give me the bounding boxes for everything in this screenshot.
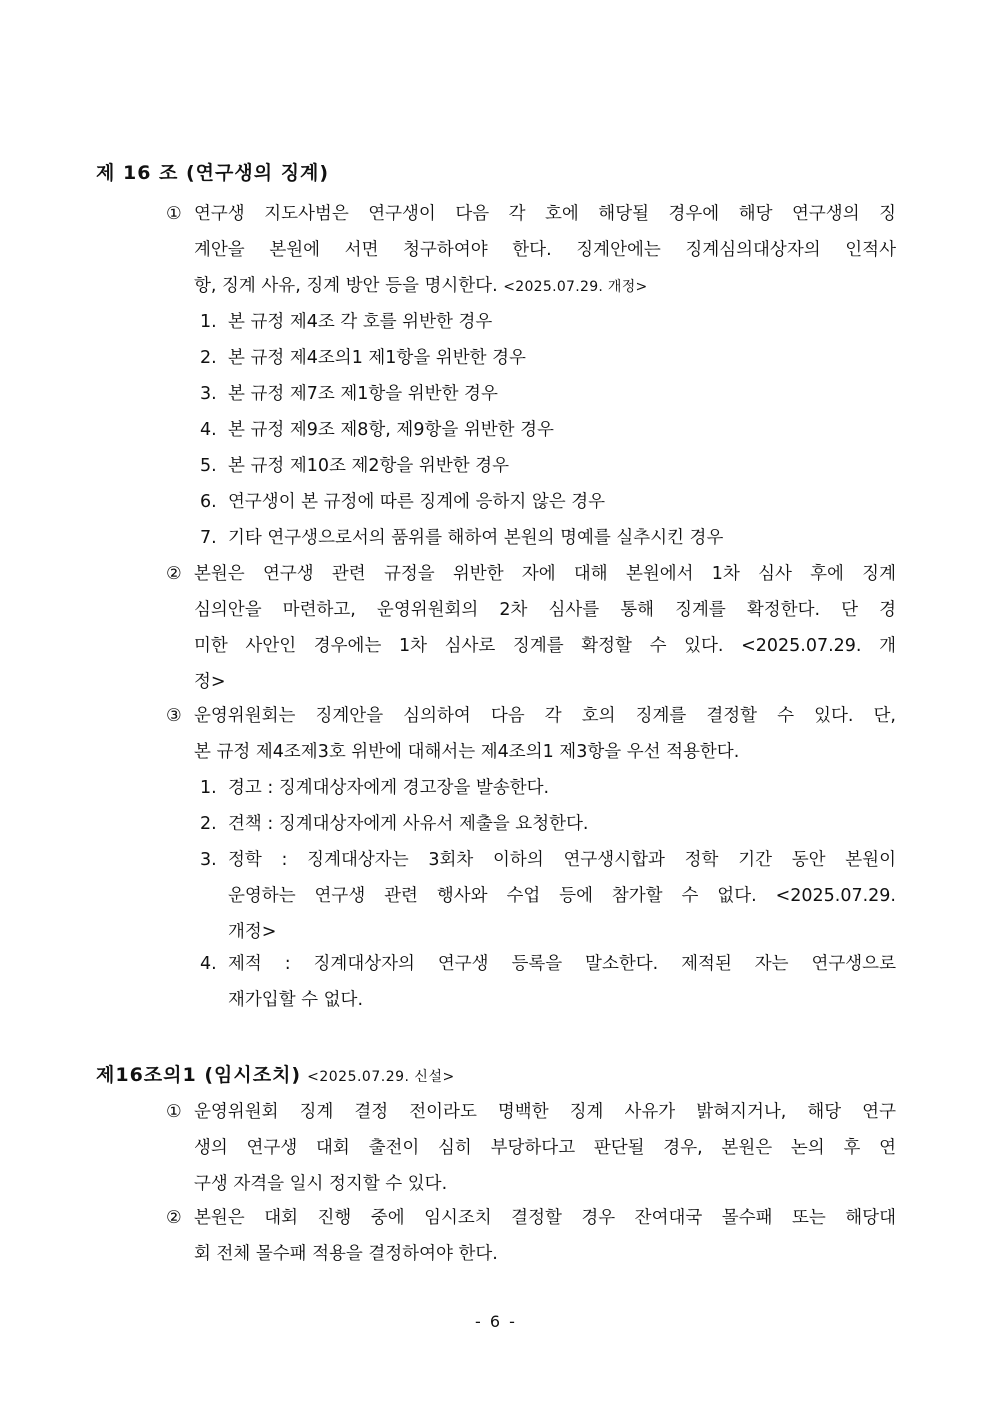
item-text: 경고 : 징계대상자에게 경고장을 발송한다. xyxy=(228,778,550,798)
paragraph-line: 미한 사안인 경우에는 1차 심사로 징계를 확정할 수 있다. <2025.07.29. 개 xyxy=(194,636,896,656)
list-item xyxy=(200,806,896,842)
paragraph-text: 운영위원회 징계 결정 전이라도 명백한 징계 사유가 밝혀지거나, 해당 연구 xyxy=(194,1102,896,1122)
list-item xyxy=(200,520,896,556)
item-text: 견책 : 징계대상자에게 사유서 제출을 요청한다. xyxy=(228,814,589,834)
paragraph-number: ② xyxy=(166,1208,182,1228)
list-item xyxy=(200,376,896,412)
list-item xyxy=(200,770,896,806)
item-number: 3. xyxy=(200,384,217,404)
article-16-1-heading xyxy=(96,1060,455,1087)
paragraph-line xyxy=(166,268,896,304)
paragraph-number: ① xyxy=(166,204,182,224)
item-number: 7. xyxy=(200,528,217,548)
paragraph-line: 심의안을 마련하고, 운영위원회의 2차 심사를 통해 징계를 확정한다. 단 경 xyxy=(194,600,896,620)
heading-text: 제16조의1 (임시조치) xyxy=(96,1064,302,1086)
item-line xyxy=(200,946,896,982)
item-number: 5. xyxy=(200,456,217,476)
paragraph-line xyxy=(166,196,896,232)
item-text: 본 규정 제10조 제2항을 위반한 경우 xyxy=(228,456,509,476)
item-text: 본 규정 제9조 제8항, 제9항을 위반한 경우 xyxy=(228,420,554,440)
paragraph-number: ① xyxy=(166,1102,182,1122)
article-16-paragraph-3 xyxy=(166,698,896,770)
item-text: 본 규정 제4조의1 제1항을 위반한 경우 xyxy=(228,348,526,368)
page-number: - 6 - xyxy=(475,1312,517,1331)
enactment-note: <2025.07.29. 신설> xyxy=(307,1069,455,1085)
list-item xyxy=(200,946,896,1018)
item-number: 3. xyxy=(200,850,217,870)
item-number: 1. xyxy=(200,312,217,332)
list-item xyxy=(200,448,896,484)
item-number: 1. xyxy=(200,778,217,798)
paragraph-line: 생의 연구생 대회 출전이 심히 부당하다고 판단될 경우, 본원은 논의 후 연 xyxy=(194,1138,896,1158)
item-number: 4. xyxy=(200,954,217,974)
item-number: 6. xyxy=(200,492,217,512)
paragraph-number: ③ xyxy=(166,706,182,726)
item-line xyxy=(200,842,896,878)
item-text: 연구생이 본 규정에 따른 징계에 응하지 않은 경우 xyxy=(228,492,606,512)
paragraph-line xyxy=(166,1094,896,1130)
paragraph-line xyxy=(166,698,896,734)
paragraph-line: 회 전체 몰수패 적용을 결정하여야 한다. xyxy=(194,1244,498,1264)
item-text: 정학 : 징계대상자는 3회차 이하의 연구생시합과 정학 기간 동안 본원이 xyxy=(228,850,896,870)
paragraph-line: 계안을 본원에 서면 청구하여야 한다. 징계안에는 징계심의대상자의 인적사 xyxy=(194,240,896,260)
paragraph-number: ② xyxy=(166,564,182,584)
item-text: 기타 연구생으로서의 품위를 해하여 본원의 명예를 실추시킨 경우 xyxy=(228,528,724,548)
article-16-paragraph-2 xyxy=(166,556,896,700)
paragraph-line: 정> xyxy=(194,672,226,692)
item-number: 2. xyxy=(200,814,217,834)
item-line: 운영하는 연구생 관련 행사와 수업 등에 참가할 수 없다. <2025.07.29. xyxy=(228,886,896,906)
list-item xyxy=(200,340,896,376)
paragraph-text: 본원은 대회 진행 중에 임시조치 결정할 경우 잔여대국 몰수패 또는 해당대 xyxy=(194,1208,896,1228)
list-item xyxy=(200,304,896,340)
item-number: 2. xyxy=(200,348,217,368)
list-item xyxy=(200,842,896,950)
item-text: 본 규정 제7조 제1항을 위반한 경우 xyxy=(228,384,498,404)
paragraph-line xyxy=(166,556,896,592)
list-item xyxy=(200,484,896,520)
article-16-heading: 제 16 조 (연구생의 징계) xyxy=(96,162,330,184)
list-item xyxy=(200,412,896,448)
paragraph-text: 항, 징계 사유, 징계 방안 등을 명시한다. xyxy=(194,276,498,296)
item-line: 재가입할 수 없다. xyxy=(228,990,364,1010)
item-number: 4. xyxy=(200,420,217,440)
paragraph-text: 운영위원회는 징계안을 심의하여 다음 각 호의 징계를 결정할 수 있다. 단, xyxy=(194,706,896,726)
amendment-note: <2025.07.29. 개정> xyxy=(503,279,648,295)
paragraph-line xyxy=(166,1200,896,1236)
paragraph-text: 본원은 연구생 관련 규정을 위반한 자에 대해 본원에서 1차 심사 후에 징계 xyxy=(194,564,896,584)
item-line: 개정> xyxy=(228,922,277,942)
article-16-1-paragraph-1 xyxy=(166,1094,896,1202)
paragraph-line: 본 규정 제4조제3호 위반에 대해서는 제4조의1 제3항을 우선 적용한다. xyxy=(194,742,740,762)
paragraph-text: 연구생 지도사범은 연구생이 다음 각 호에 해당될 경우에 해당 연구생의 징 xyxy=(194,204,896,224)
item-text: 본 규정 제4조 각 호를 위반한 경우 xyxy=(228,312,493,332)
paragraph-line: 구생 자격을 일시 정지할 수 있다. xyxy=(194,1174,448,1194)
article-16-1-paragraph-2 xyxy=(166,1200,896,1272)
article-16-paragraph-1 xyxy=(166,196,896,304)
item-text: 제적 : 징계대상자의 연구생 등록을 말소한다. 제적된 자는 연구생으로 xyxy=(228,954,896,974)
